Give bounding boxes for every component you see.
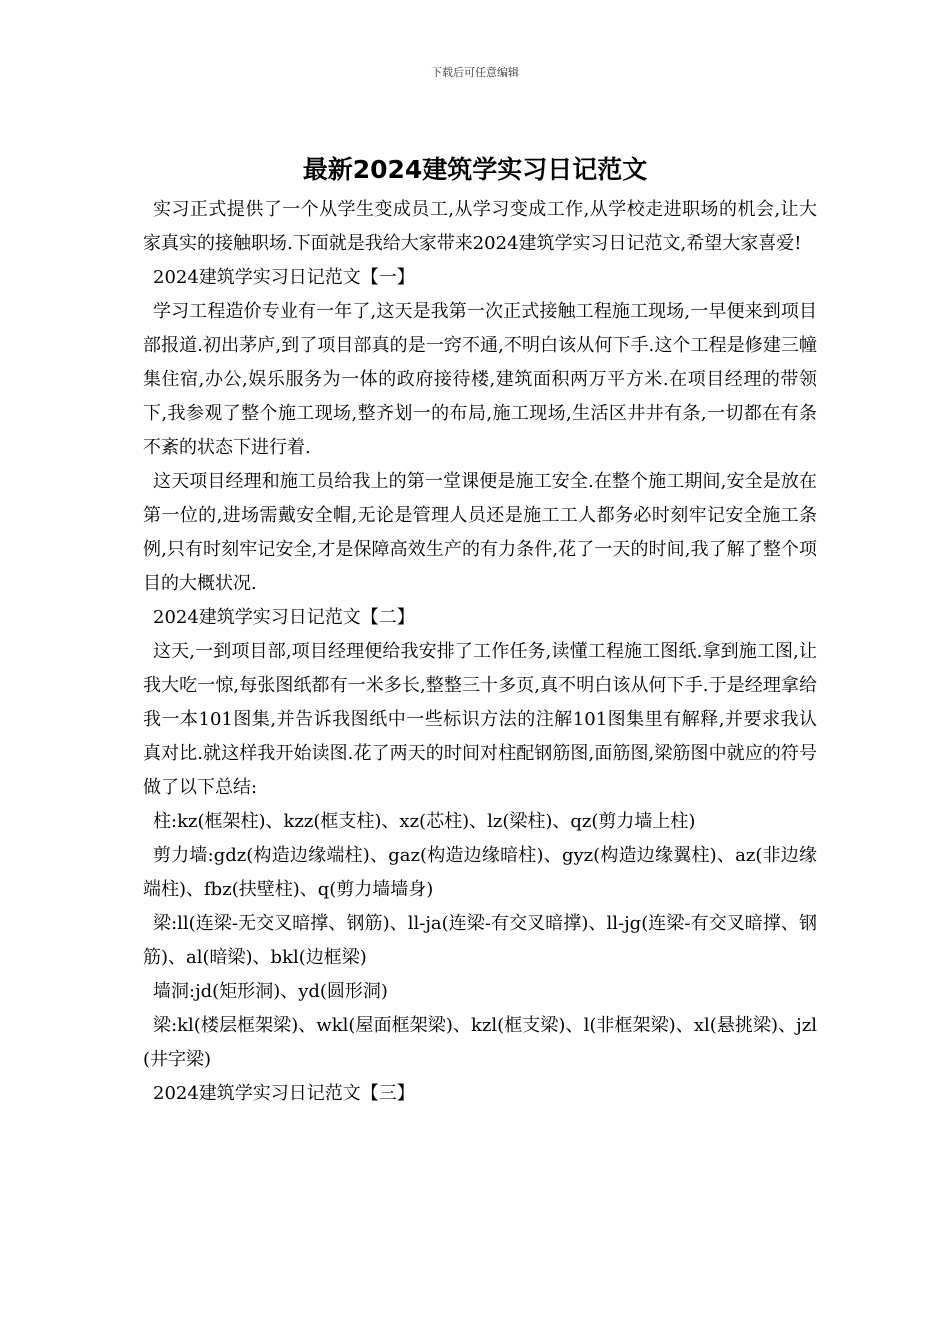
symbol-list-coupling-beam: 梁:ll(连梁-无交叉暗撑、钢筋)、ll-ja(连梁-有交叉暗撑)、ll-jg(连梁-有交叉暗撑、钢筋)、al(暗梁)、bkl(边框梁) — [143, 913, 817, 968]
document-title: 最新2024建筑学实习日记范文 — [302, 155, 648, 184]
body-paragraph: 这天,一到项目部,项目经理便给我安排了工作任务,读懂工程施工图纸.拿到施工图,让我大吃一惊,每张图纸都有一米多长,整整三十多页,真不明白该从何下手.于是经理拿给我一本101图集,并告诉我图纸中一些标识方法的注解101图集里有解释,并要求我认真对比.就这样我开始读图.花了两天的时间对柱配钢筋图,面筋图,梁筋图中就应的符号做了以下总结: — [143, 641, 817, 798]
document-body — [143, 193, 817, 1111]
body-paragraph: 学习工程造价专业有一年了,这天是我第一次正式接触工程施工现场,一早便来到项目部报道.初出茅庐,到了项目部真的是一窍不通,不明白该从何下手.这个工程是修建三幢集住宿,办公,娱乐服务为一体的政府接待楼,建筑面积两万平方米.在项目经理的带领下,我参观了整个施工现场,整齐划一的布局,施工现场,生活区井井有条,一切都在有条不紊的状态下进行着. — [143, 301, 817, 458]
symbol-list-beam: 梁:kl(楼层框架梁)、wkl(屋面框架梁)、kzl(框支梁)、l(非框架梁)、xl(悬挑梁)、jzl(井字梁) — [143, 1015, 817, 1070]
symbol-list-wall-opening: 墙洞:jd(矩形洞)、yd(圆形洞) — [153, 981, 388, 1002]
intro-paragraph: 实习正式提供了一个从学生变成员工,从学习变成工作,从学校走进职场的机会,让大家真实的接触职场.下面就是我给大家带来2024建筑学实习日记范文,希望大家喜爱! — [143, 199, 817, 254]
header-note: 下载后可任意编辑 — [431, 66, 519, 79]
section-heading-2: 2024建筑学实习日记范文【二】 — [153, 607, 415, 628]
symbol-list-shear-wall: 剪力墙:gdz(构造边缘端柱)、gaz(构造边缘暗柱)、gyz(构造边缘翼柱)、az(非边缘端柱)、fbz(扶壁柱)、q(剪力墙墙身) — [143, 845, 817, 900]
symbol-list-column: 柱:kz(框架柱)、kzz(框支柱)、xz(芯柱)、lz(梁柱)、qz(剪力墙上柱) — [153, 811, 696, 832]
body-paragraph: 这天项目经理和施工员给我上的第一堂课便是施工安全.在整个施工期间,安全是放在第一位的,进场需戴安全帽,无论是管理人员还是施工工人都务必时刻牢记安全施工条例,只有时刻牢记安全,才是保障高效生产的有力条件,花了一天的时间,我了解了整个项目的大概状况. — [143, 471, 817, 594]
section-heading-1: 2024建筑学实习日记范文【一】 — [153, 267, 415, 288]
section-heading-3: 2024建筑学实习日记范文【三】 — [153, 1083, 415, 1104]
